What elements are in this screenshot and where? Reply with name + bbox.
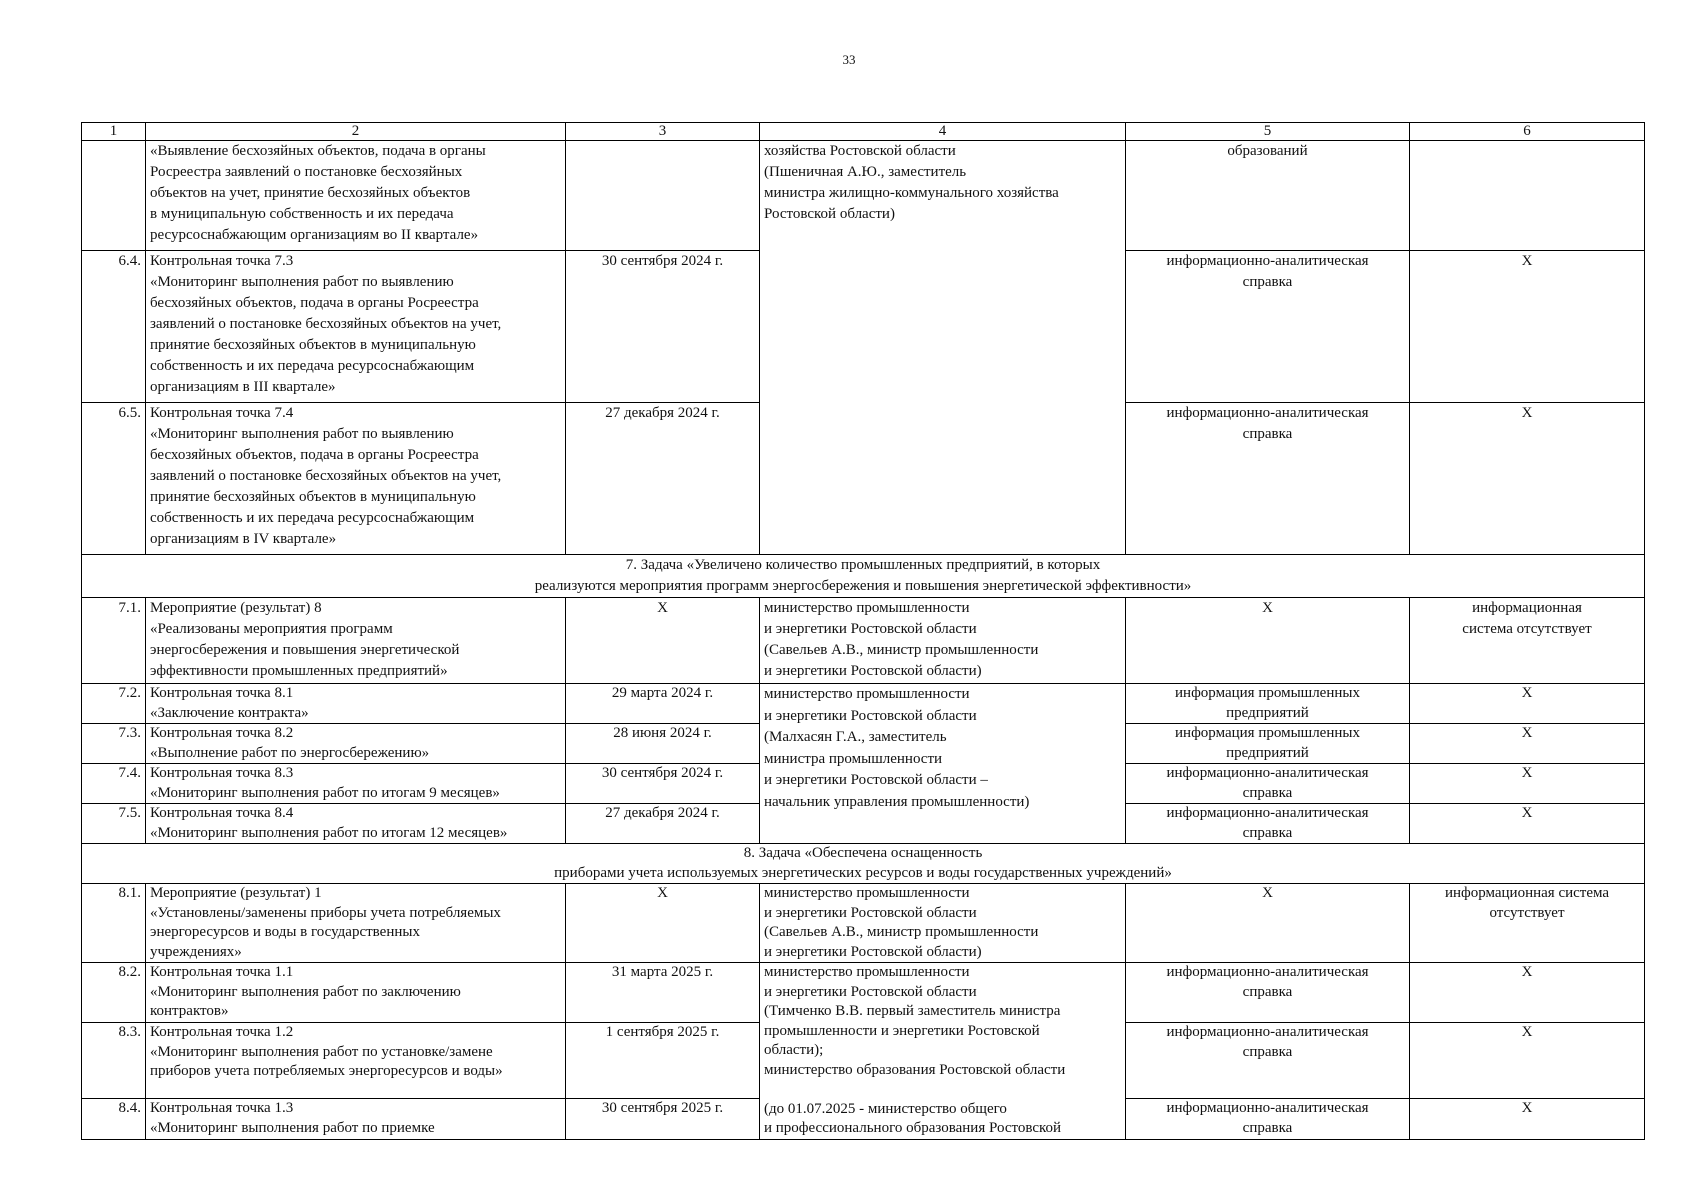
confirming-document: образований bbox=[1126, 141, 1410, 251]
row-number: 7.2. bbox=[82, 684, 146, 724]
column-header-5: 5 bbox=[1126, 123, 1410, 141]
table-row bbox=[82, 884, 1645, 963]
row-number: 7.4. bbox=[82, 764, 146, 804]
confirming-document: информационно-аналитическая справка bbox=[1126, 403, 1410, 555]
confirming-document: информационно-аналитическая справка bbox=[1126, 963, 1410, 1023]
activity-name: Контрольная точка 8.4 «Мониторинг выполнения работ по итогам 12 месяцев» bbox=[146, 804, 566, 844]
confirming-document: информационно-аналитическая справка bbox=[1126, 764, 1410, 804]
activity-name: Контрольная точка 7.3 «Мониторинг выполнения работ по выявлению бесхозяйных объектов, подача в органы Росреестра заявлений о постановке бесхозяйных объектов на учет, принятие бесхозяйных объектов в муниципальную собственность и их передача ресурсоснабжающим организациям в III квартале» bbox=[146, 251, 566, 403]
row-number bbox=[82, 141, 146, 251]
row-number: 8.4. bbox=[82, 1099, 146, 1139]
information-system: X bbox=[1410, 963, 1645, 1023]
table-row bbox=[82, 598, 1645, 684]
activity-name: Контрольная точка 7.4 «Мониторинг выполнения работ по выявлению бесхозяйных объектов, подача в органы Росреестра заявлений о постановке бесхозяйных объектов на учет, принятие бесхозяйных объектов в муниципальную собственность и их передача ресурсоснабжающим организациям в IV квартале» bbox=[146, 403, 566, 555]
task-header-row bbox=[82, 555, 1645, 598]
table-row bbox=[82, 684, 1645, 724]
column-header-2: 2 bbox=[146, 123, 566, 141]
information-system: X bbox=[1410, 251, 1645, 403]
confirming-document: информация промышленных предприятий bbox=[1126, 684, 1410, 724]
deadline: 30 сентября 2024 г. bbox=[566, 251, 760, 403]
table-header-row bbox=[82, 123, 1645, 141]
activity-name: «Выявление бесхозяйных объектов, подача в органы Росреестра заявлений о постановке бесхозяйных объектов на учет, принятие бесхозяйных объектов в муниципальную собственность и их передача ресурсоснабжающим организациям во II квартале» bbox=[146, 141, 566, 251]
activity-name: Контрольная точка 1.1 «Мониторинг выполнения работ по заключению контрактов» bbox=[146, 963, 566, 1023]
responsible-executor: министерство промышленности и энергетики Ростовской области (Савельев А.В., министр промышленности и энергетики Ростовской области) bbox=[760, 884, 1126, 963]
row-number: 7.1. bbox=[82, 598, 146, 684]
confirming-document: информационно-аналитическая справка bbox=[1126, 1023, 1410, 1099]
table-row bbox=[82, 141, 1645, 251]
responsible-executor: министерство промышленности и энергетики Ростовской области (Савельев А.В., министр промышленности и энергетики Ростовской области) bbox=[760, 598, 1126, 684]
confirming-document: X bbox=[1126, 884, 1410, 963]
responsible-executor: министерство промышленности и энергетики Ростовской области (Малхасян Г.А., заместитель министра промышленности и энергетики Ростовской области – начальник управления промышленности) bbox=[760, 684, 1126, 844]
deadline: 27 декабря 2024 г. bbox=[566, 804, 760, 844]
table-row bbox=[82, 963, 1645, 1023]
task-8-title: 8. Задача «Обеспечена оснащенность приборами учета используемых энергетических ресурсов и воды государственных учреждений» bbox=[82, 844, 1645, 884]
column-header-4: 4 bbox=[760, 123, 1126, 141]
deadline: 29 марта 2024 г. bbox=[566, 684, 760, 724]
deadline: 31 марта 2025 г. bbox=[566, 963, 760, 1023]
deadline: 30 сентября 2024 г. bbox=[566, 764, 760, 804]
row-number: 8.3. bbox=[82, 1023, 146, 1099]
deadline: 30 сентября 2025 г. bbox=[566, 1099, 760, 1139]
information-system: X bbox=[1410, 764, 1645, 804]
responsible-executor: министерство промышленности и энергетики Ростовской области (Тимченко В.В. первый заместитель министра промышленности и энергетики Ростовской области); министерство образования Ростовской области (до 01.07.2025 - министерство общего и профессионального образования Ростовской bbox=[760, 963, 1126, 1140]
row-number: 8.2. bbox=[82, 963, 146, 1023]
information-system: X bbox=[1410, 804, 1645, 844]
activity-name: Контрольная точка 8.3 «Мониторинг выполнения работ по итогам 9 месяцев» bbox=[146, 764, 566, 804]
information-system: информационная система отсутствует bbox=[1410, 598, 1645, 684]
activity-name: Мероприятие (результат) 8 «Реализованы мероприятия программ энергосбережения и повышения энергетической эффективности промышленных предприятий» bbox=[146, 598, 566, 684]
information-system: информационная система отсутствует bbox=[1410, 884, 1645, 963]
confirming-document: информационно-аналитическая справка bbox=[1126, 1099, 1410, 1139]
activity-name: Мероприятие (результат) 1 «Установлены/заменены приборы учета потребляемых энергоресурсов и воды в государственных учреждениях» bbox=[146, 884, 566, 963]
information-system: X bbox=[1410, 403, 1645, 555]
row-number: 8.1. bbox=[82, 884, 146, 963]
activity-name: Контрольная точка 8.2 «Выполнение работ по энергосбережению» bbox=[146, 724, 566, 764]
row-number: 7.5. bbox=[82, 804, 146, 844]
activity-name: Контрольная точка 8.1 «Заключение контракта» bbox=[146, 684, 566, 724]
information-system: X bbox=[1410, 684, 1645, 724]
activity-plan-table bbox=[81, 122, 1645, 1140]
task-header-row bbox=[82, 844, 1645, 884]
confirming-document: информация промышленных предприятий bbox=[1126, 724, 1410, 764]
information-system bbox=[1410, 141, 1645, 251]
deadline: 28 июня 2024 г. bbox=[566, 724, 760, 764]
deadline: 1 сентября 2025 г. bbox=[566, 1023, 760, 1099]
page-number: 33 bbox=[842, 52, 856, 67]
column-header-6: 6 bbox=[1410, 123, 1645, 141]
row-number: 7.3. bbox=[82, 724, 146, 764]
deadline: 27 декабря 2024 г. bbox=[566, 403, 760, 555]
deadline bbox=[566, 141, 760, 251]
information-system: X bbox=[1410, 724, 1645, 764]
responsible-executor: хозяйства Ростовской области (Пшеничная А.Ю., заместитель министра жилищно-коммунального хозяйства Ростовской области) bbox=[760, 141, 1126, 555]
row-number: 6.5. bbox=[82, 403, 146, 555]
activity-name: Контрольная точка 1.2 «Мониторинг выполнения работ по установке/замене приборов учета потребляемых энергоресурсов и воды» bbox=[146, 1023, 566, 1099]
column-header-3: 3 bbox=[566, 123, 760, 141]
row-number: 6.4. bbox=[82, 251, 146, 403]
information-system: X bbox=[1410, 1023, 1645, 1099]
deadline: X bbox=[566, 598, 760, 684]
confirming-document: X bbox=[1126, 598, 1410, 684]
deadline: X bbox=[566, 884, 760, 963]
confirming-document: информационно-аналитическая справка bbox=[1126, 251, 1410, 403]
activity-name: Контрольная точка 1.3 «Мониторинг выполнения работ по приемке bbox=[146, 1099, 566, 1139]
column-header-1: 1 bbox=[82, 123, 146, 141]
information-system: X bbox=[1410, 1099, 1645, 1139]
confirming-document: информационно-аналитическая справка bbox=[1126, 804, 1410, 844]
task-7-title: 7. Задача «Увеличено количество промышленных предприятий, в которых реализуются мероприятия программ энергосбережения и повышения энергетической эффективности» bbox=[82, 555, 1645, 598]
